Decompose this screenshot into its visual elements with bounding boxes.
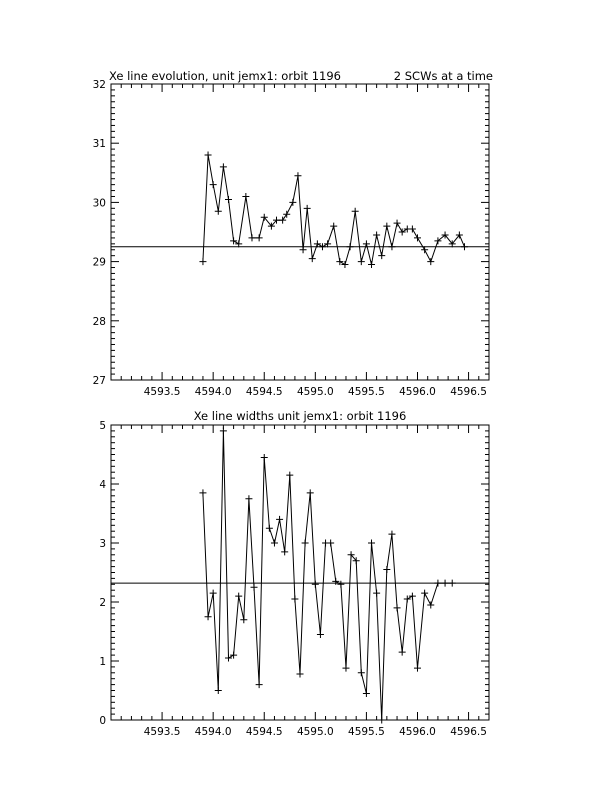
evolution-data-point xyxy=(220,163,227,170)
widths-data-point xyxy=(220,427,227,434)
widths-data-point xyxy=(442,580,449,587)
widths-data-point xyxy=(394,604,401,611)
widths-y-tick-label: 3 xyxy=(99,538,106,550)
evolution-data-point xyxy=(210,181,217,188)
evolution-data-point xyxy=(235,240,242,247)
evolution-y-tick-label: 29 xyxy=(92,256,106,269)
evolution-data-point xyxy=(314,240,321,247)
evolution-plot-frame xyxy=(111,84,489,380)
evolution-chart-title: Xe line evolution, unit jemx1: orbit 1196 xyxy=(109,69,341,83)
widths-data-point xyxy=(399,649,406,656)
widths-data-point xyxy=(286,472,293,479)
evolution-x-tick-label: 4595.0 xyxy=(296,386,334,398)
widths-data-point xyxy=(317,631,324,638)
evolution-data-point xyxy=(378,252,385,259)
widths-x-tick-label: 4596.0 xyxy=(399,726,436,738)
evolution-x-tick-label: 4596.0 xyxy=(399,386,436,398)
widths-data-point xyxy=(210,590,217,597)
evolution-data-point xyxy=(352,208,359,215)
evolution-data-point xyxy=(230,237,237,244)
evolution-data-point xyxy=(373,231,380,238)
evolution-y-tick-label: 32 xyxy=(92,79,106,91)
evolution-data-point xyxy=(324,240,331,247)
widths-data-point xyxy=(378,717,385,724)
evolution-data-point xyxy=(358,258,365,265)
widths-x-tick-label: 4593.5 xyxy=(143,726,181,738)
widths-x-tick-label: 4595.5 xyxy=(348,726,385,738)
widths-data-point xyxy=(271,540,278,547)
evolution-data-point xyxy=(225,196,232,203)
evolution-data-point xyxy=(300,246,307,253)
widths-data-point xyxy=(215,687,222,694)
widths-data-point xyxy=(251,584,258,591)
widths-y-tick-label: 4 xyxy=(99,479,106,491)
widths-data-point xyxy=(427,601,434,608)
widths-data-point xyxy=(276,516,283,523)
widths-series xyxy=(199,427,455,723)
evolution-series xyxy=(199,152,468,269)
evolution-data-point xyxy=(336,258,343,265)
widths-y-tick-label: 1 xyxy=(99,656,106,668)
evolution-series-line xyxy=(203,155,465,265)
evolution-data-point xyxy=(368,261,375,268)
widths-x-tick-label: 4596.5 xyxy=(450,726,487,738)
widths-data-point xyxy=(414,665,421,672)
widths-data-point xyxy=(421,590,428,597)
widths-data-point xyxy=(261,454,268,461)
widths-series-line xyxy=(203,431,452,720)
widths-y-tick-label: 2 xyxy=(99,597,106,609)
evolution-data-point xyxy=(388,243,395,250)
evolution-x-tick-label: 4594.5 xyxy=(245,386,283,398)
widths-data-point xyxy=(281,548,288,555)
evolution-x-tick-label: 4593.5 xyxy=(143,386,181,398)
evolution-y-tick-label: 27 xyxy=(92,375,106,387)
evolution-data-point xyxy=(347,243,354,250)
evolution-data-point xyxy=(409,226,416,233)
widths-data-point xyxy=(373,590,380,597)
evolution-chart-subtitle: 2 SCWs at a time xyxy=(393,69,493,83)
widths-data-point xyxy=(388,531,395,538)
widths-data-point xyxy=(240,616,247,623)
widths-data-point xyxy=(256,681,263,688)
evolution-data-point xyxy=(427,258,434,265)
widths-x-tick-label: 4595.0 xyxy=(296,726,334,738)
widths-y-tick-label: 0 xyxy=(99,715,106,727)
widths-data-point xyxy=(235,593,242,600)
evolution-data-point xyxy=(394,220,401,227)
evolution-data-point xyxy=(383,223,390,230)
widths-data-point xyxy=(342,665,349,672)
widths-data-point xyxy=(205,613,212,620)
widths-data-point xyxy=(434,580,441,587)
widths-data-point xyxy=(368,540,375,547)
widths-data-point xyxy=(307,489,314,496)
widths-data-point xyxy=(363,690,370,697)
widths-data-point xyxy=(383,566,390,573)
evolution-data-point xyxy=(304,205,311,212)
evolution-data-point xyxy=(319,243,326,250)
evolution-data-point xyxy=(399,229,406,236)
widths-data-point xyxy=(266,525,273,532)
widths-data-point xyxy=(291,596,298,603)
evolution-y-tick-label: 31 xyxy=(92,138,106,151)
evolution-y-tick-label: 28 xyxy=(92,315,106,328)
evolution-data-point xyxy=(363,240,370,247)
evolution-ticks xyxy=(93,79,489,398)
evolution-data-point xyxy=(414,234,421,241)
evolution-data-point xyxy=(330,223,337,230)
evolution-x-tick-label: 4595.5 xyxy=(348,386,385,398)
evolution-x-tick-label: 4594.0 xyxy=(194,386,232,398)
widths-data-point xyxy=(297,670,304,677)
evolution-data-point xyxy=(279,217,286,224)
widths-data-point xyxy=(245,495,252,502)
evolution-panel xyxy=(93,69,493,398)
widths-data-point xyxy=(312,581,319,588)
evolution-data-point xyxy=(461,243,468,250)
widths-data-point xyxy=(199,489,206,496)
evolution-x-tick-label: 4596.5 xyxy=(450,386,487,398)
widths-data-point xyxy=(327,540,334,547)
evolution-data-point xyxy=(283,211,290,218)
evolution-data-point xyxy=(289,199,296,206)
widths-panel xyxy=(99,409,489,738)
widths-chart-title: Xe line widths unit jemx1: orbit 1196 xyxy=(193,409,407,423)
evolution-y-tick-label: 30 xyxy=(92,197,106,210)
evolution-data-point xyxy=(248,234,255,241)
evolution-data-point xyxy=(256,234,263,241)
widths-x-tick-label: 4594.5 xyxy=(245,726,283,738)
evolution-data-point xyxy=(205,152,212,159)
evolution-data-point xyxy=(341,261,348,268)
evolution-data-point xyxy=(294,172,301,179)
widths-data-point xyxy=(302,540,309,547)
widths-data-point xyxy=(358,669,365,676)
widths-y-tick-label: 5 xyxy=(99,420,106,432)
evolution-data-point xyxy=(215,208,222,215)
evolution-data-point xyxy=(421,246,428,253)
evolution-data-point xyxy=(309,255,316,262)
widths-x-tick-label: 4594.0 xyxy=(194,726,232,738)
evolution-data-point xyxy=(199,258,206,265)
evolution-data-point xyxy=(242,193,249,200)
widths-data-point xyxy=(449,580,456,587)
